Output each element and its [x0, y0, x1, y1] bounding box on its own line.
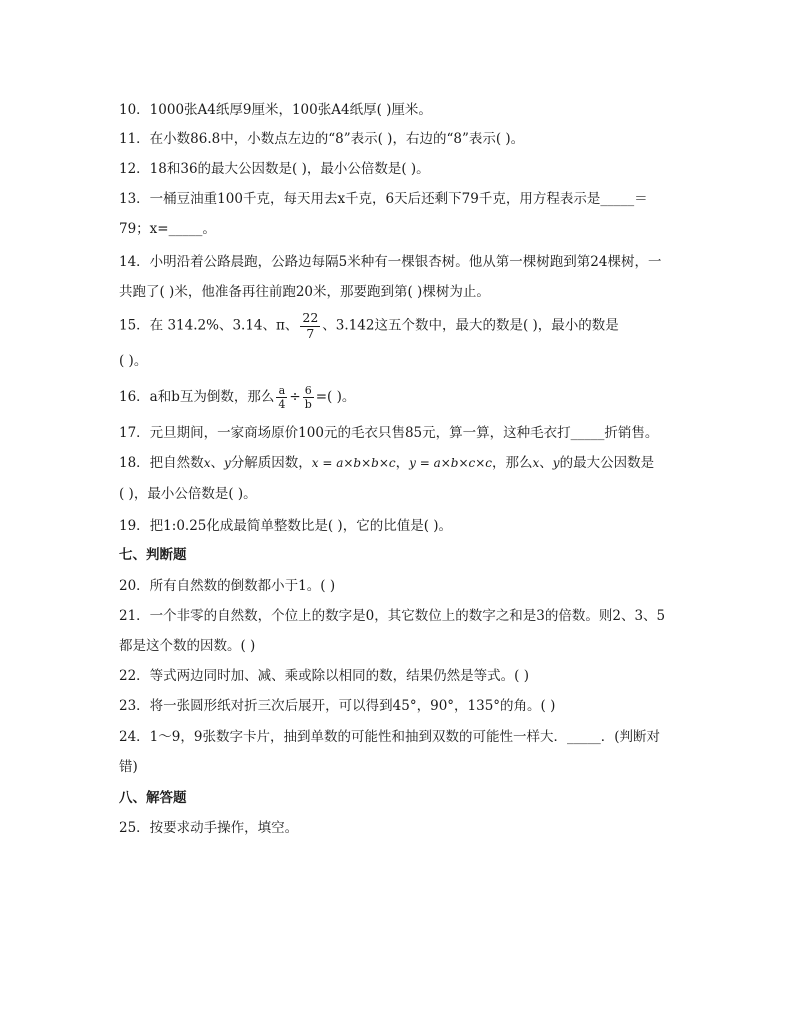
- fraction-numerator: 6: [303, 385, 314, 398]
- fraction-denominator: 7: [306, 325, 315, 341]
- fraction-22-over-7: [300, 312, 320, 340]
- question-16: [119, 385, 355, 410]
- question-16-prefix: 16．a和b互为倒数，那么: [119, 389, 275, 405]
- question-19: 19．把1:0.25化成最简单整数比是( )，它的比值是( )。: [119, 518, 453, 534]
- fraction-numerator: a: [276, 385, 287, 398]
- fraction-denominator: b: [304, 398, 312, 411]
- question-22: 22．等式两边同时加、减、乘或除以相同的数，结果仍然是等式。( ): [119, 668, 530, 684]
- question-12: 12．18和36的最大公因数是( )，最小公倍数是( )。: [119, 161, 430, 177]
- question-21-line2: 都是这个数的因数。( ): [119, 638, 256, 654]
- question-15-line2: ( )。: [119, 353, 148, 369]
- variable-y: y: [552, 456, 560, 470]
- question-21-line1: 21．一个非零的自然数，个位上的数字是0，其它数位上的数字之和是3的倍数。则2、3、5: [119, 608, 666, 624]
- question-11: 11．在小数86.8中，小数点左边的“8”表示( )，右边的“8”表示( )。: [119, 131, 525, 147]
- question-23: 23．将一张圆形纸对折三次后展开，可以得到45°，90°，135°的角。( ): [119, 698, 556, 714]
- q18-text: ，那么: [492, 455, 533, 471]
- variable-y: y: [223, 456, 231, 470]
- fraction-denominator: 4: [278, 398, 286, 411]
- question-17: 17．元旦期间，一家商场原价100元的毛衣只售85元，算一算，这种毛衣打_____折销售。: [119, 425, 659, 441]
- q18-text: ，: [395, 455, 410, 471]
- q18-text: 、: [539, 455, 553, 471]
- q18-text: 分解质因数，: [230, 455, 312, 471]
- question-13-line2: 79；x=_____。: [119, 221, 216, 237]
- q18-text: 、: [210, 455, 224, 471]
- q18-text: 18．把自然数: [119, 455, 204, 471]
- question-18-line1: [119, 453, 654, 473]
- question-15-suffix: 、3.142这五个数中，最大的数是( )，最小的数是: [322, 317, 619, 334]
- question-13-line1: 13．一桶豆油重100千克，每天用去x千克，6天后还剩下79千克，用方程表示是_____＝: [119, 191, 648, 207]
- equation-y: y = a×b×c×c: [409, 456, 493, 470]
- fraction-a-over-4: [276, 385, 287, 410]
- question-18-line2: ( )，最小公倍数是( )。: [119, 486, 257, 502]
- question-15-line1: [119, 312, 619, 340]
- question-24-line2: 错): [119, 759, 138, 775]
- equation-x: x = a×b×b×c: [311, 456, 396, 470]
- question-14-line1: 14．小明沿着公路晨跑，公路边每隔5米种有一棵银杏树。他从第一棵树跑到第24棵树，一: [119, 254, 662, 270]
- question-24-line1: 24．1～9，9张数字卡片，抽到单数的可能性和抽到双数的可能性一样大．_____．(判断对: [119, 729, 660, 745]
- question-10: 10．1000张A4纸厚9厘米，100张A4纸厚( )厘米。: [119, 102, 432, 118]
- question-20: 20．所有自然数的倒数都小于1。( ): [119, 578, 336, 594]
- question-16-suffix: =( )。: [315, 389, 356, 405]
- q18-text: 的最大公因数是: [559, 455, 655, 471]
- division-sign: ÷: [289, 389, 301, 405]
- section-7-heading: 七、判断题: [119, 547, 187, 563]
- fraction-numerator: 22: [302, 310, 319, 325]
- variable-x: x: [203, 456, 211, 470]
- question-14-line2: 共跑了( )米，他准备再往前跑20米，那要跑到第( )棵树为止。: [119, 284, 490, 300]
- section-8-heading: 八、解答题: [119, 790, 187, 806]
- question-15-prefix: 15．在 314.2%、3.14、π、: [119, 317, 299, 334]
- question-25: 25．按要求动手操作，填空。: [119, 820, 299, 836]
- fraction-6-over-b: [303, 385, 314, 410]
- variable-x: x: [532, 456, 540, 470]
